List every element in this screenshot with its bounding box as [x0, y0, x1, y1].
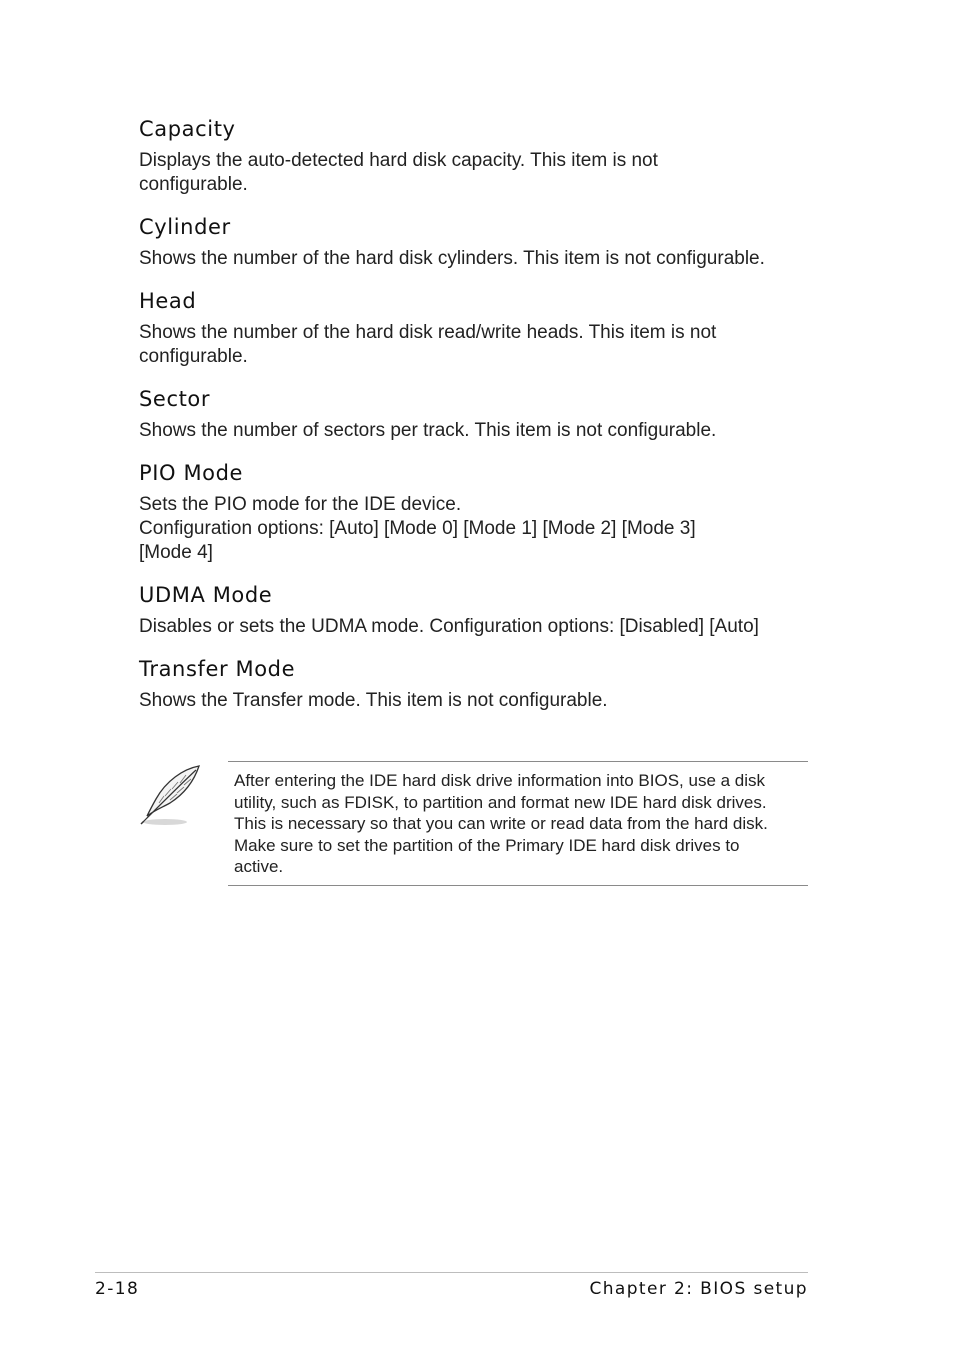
- section-body: Disables or sets the UDMA mode. Configuration options: [Disabled] [Auto]: [139, 616, 759, 637]
- section-transfer-mode: [139, 654, 819, 713]
- section-head: [139, 286, 819, 369]
- section-heading: Head: [139, 289, 197, 313]
- note-box: [228, 761, 808, 886]
- page-content: [139, 114, 819, 728]
- section-sector: [139, 384, 819, 443]
- section-body: Shows the number of the hard disk cylinders. This item is not configurable.: [139, 248, 765, 269]
- chapter-title: Chapter 2: BIOS setup: [589, 1279, 808, 1299]
- section-body: Shows the number of the hard disk read/write heads. This item is not configurable.: [139, 322, 717, 367]
- section-body: Shows the Transfer mode. This item is not configurable.: [139, 690, 608, 711]
- section-capacity: [139, 114, 819, 197]
- section-body: Shows the number of sectors per track. This item is not configurable.: [139, 420, 717, 441]
- section-pio-mode: [139, 458, 819, 565]
- note-text: After entering the IDE hard disk drive information into BIOS, use a disk utility, such as FDISK, to partition and format new IDE hard disk drives. This is necessary so that you can write or read data from the hard disk. Make sure to set the partition of the Primary IDE hard disk drives to active.: [234, 771, 768, 877]
- page-number: 2-18: [95, 1279, 140, 1299]
- section-heading: Sector: [139, 387, 211, 411]
- feather-pen-icon: [138, 763, 204, 829]
- section-heading: Transfer Mode: [139, 657, 296, 681]
- section-heading: Capacity: [139, 117, 236, 141]
- section-body: Displays the auto-detected hard disk capacity. This item is not configurable.: [139, 150, 658, 195]
- section-udma-mode: [139, 580, 819, 639]
- section-cylinder: [139, 212, 819, 271]
- section-heading: Cylinder: [139, 215, 231, 239]
- footer-divider: [95, 1272, 808, 1273]
- section-heading: PIO Mode: [139, 461, 244, 485]
- section-body: Sets the PIO mode for the IDE device. Configuration options: [Auto] [Mode 0] [Mode 1] [Mode 2] [Mode 3] [Mode 4]: [139, 494, 696, 563]
- section-heading: UDMA Mode: [139, 583, 273, 607]
